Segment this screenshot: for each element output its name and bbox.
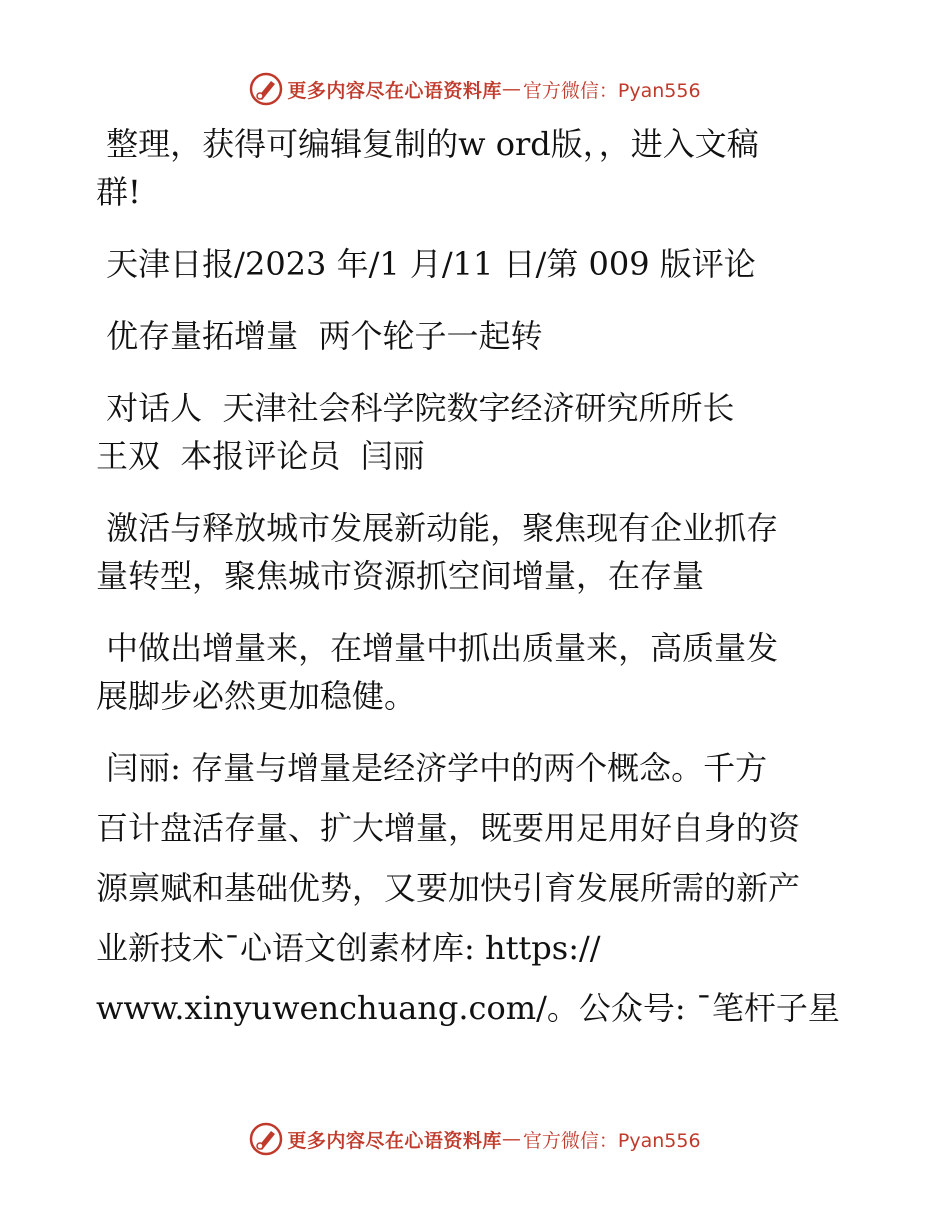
pen-logo-icon: [249, 1122, 283, 1156]
text-line: 业新技术¯心语文创素材库: https://: [96, 929, 601, 967]
text-line: www.xinyuwenchuang.com/。公众号: ¯笔杆子星: [96, 989, 840, 1027]
pen-logo-icon: [249, 72, 283, 106]
footer-banner: [0, 1122, 950, 1156]
article-source-line: 天津日报/2023 年/1 月/11 日/第 009 版评论: [96, 245, 756, 283]
text-line: 展脚步必然更加稳健。: [96, 677, 417, 715]
text-line: 闫丽: 存量与增量是经济学中的两个概念。千方: [96, 749, 768, 787]
text-line: 源禀赋和基础优势，又要加快引育发展所需的新产: [96, 869, 801, 907]
text-line: 量转型，聚焦城市资源抓空间增量，在存量: [96, 557, 705, 595]
text-line: 整理，获得可编辑复制的w ord版，，进入文稿: [96, 125, 759, 163]
banner-dash: —: [501, 1128, 521, 1150]
interlocutors-line: 王双 本报评论员 闫丽: [96, 437, 425, 475]
banner-brand-text: 更多内容尽在心语资料库: [287, 79, 502, 102]
banner-wechat-text: 官方微信：Pyan556: [522, 1129, 701, 1152]
banner-wechat-text: 官方微信：Pyan556: [522, 79, 701, 102]
text-line: 百计盘活存量、扩大增量，既要用足用好自身的资: [96, 809, 801, 847]
text-line: 中做出增量来，在增量中抓出质量来，高质量发: [96, 629, 779, 667]
article-body: [96, 120, 856, 1032]
banner-brand-text: 更多内容尽在心语资料库: [287, 1129, 502, 1152]
article-title: 优存量拓增量 两个轮子一起转: [96, 317, 543, 355]
text-line: 激活与释放城市发展新动能，聚焦现有企业抓存: [96, 509, 779, 547]
banner-dash: —: [501, 78, 521, 100]
text-line: 群!: [96, 173, 141, 211]
interlocutors-line: 对话人 天津社会科学院数字经济研究所所长: [96, 389, 735, 427]
header-banner: [0, 72, 950, 106]
